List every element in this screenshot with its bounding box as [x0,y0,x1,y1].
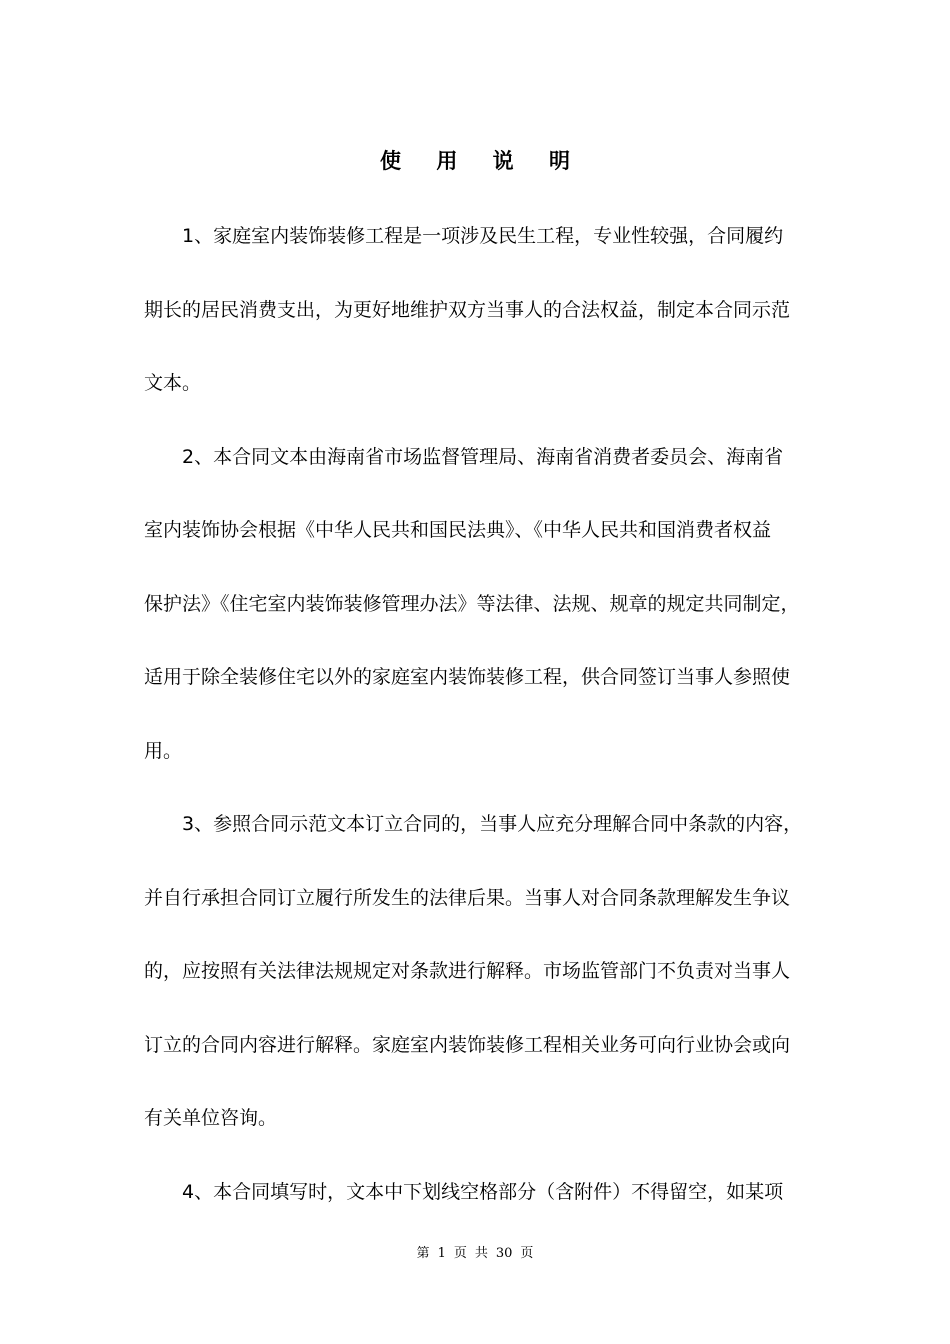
paragraph-3 [144,788,809,1156]
paragraph-line: 有关单位咨询。 [144,1107,278,1129]
paragraph-line: 4、本合同填写时，文本中下划线空格部分（含附件）不得留空，如某项 [182,1180,784,1203]
paragraph-line: 并自行承担合同订立履行所发生的法律后果。当事人对合同条款理解发生争议 [144,886,791,909]
footer-page-label: 第 [416,1246,430,1261]
paragraph-line: 订立的合同内容进行解释。家庭室内装饰装修工程相关业务可向行业协会或向 [144,1033,791,1056]
paragraph-line: 保护法》《住宅室内装饰装修管理办法》等法律、法规、规章的规定共同制定， [144,592,800,615]
paragraph-line: 3、参照合同示范文本订立合同的，当事人应充分理解合同中条款的内容， [182,813,803,835]
paragraph-1 [144,200,809,421]
footer-page-unit: 页 [453,1246,467,1261]
paragraph-line: 适用于除全装修住宅以外的家庭室内装饰装修工程，供合同签订当事人参照使 [144,666,791,688]
paragraph-2 [144,421,809,789]
paragraph-line: 室内装饰协会根据《中华人民共和国民法典》、《中华人民共和国消费者权益 [144,519,772,541]
paragraph-4 [144,1156,809,1230]
document-body [144,200,809,1229]
page-title: 使 用 说 明 [380,149,584,173]
footer-total-pages: 30 [495,1246,513,1261]
paragraph-line: 1、家庭室内装饰装修工程是一项涉及民生工程，专业性较强，合同履约 [182,225,784,247]
paragraph-line: 的，应按照有关法律法规规定对条款进行解释。市场监管部门不负责对当事人 [144,960,791,982]
page-footer [0,1244,950,1264]
paragraph-line: 期长的居民消费支出，为更好地维护双方当事人的合法权益，制定本合同示范 [144,298,791,321]
paragraph-line: 用。 [144,739,183,762]
footer-total-label: 共 [474,1246,488,1261]
footer-current-page: 1 [437,1246,446,1261]
paragraph-line: 2、本合同文本由海南省市场监督管理局、海南省消费者委员会、海南省 [182,445,784,468]
footer-total-unit: 页 [520,1246,534,1261]
paragraph-line: 文本。 [144,372,202,394]
